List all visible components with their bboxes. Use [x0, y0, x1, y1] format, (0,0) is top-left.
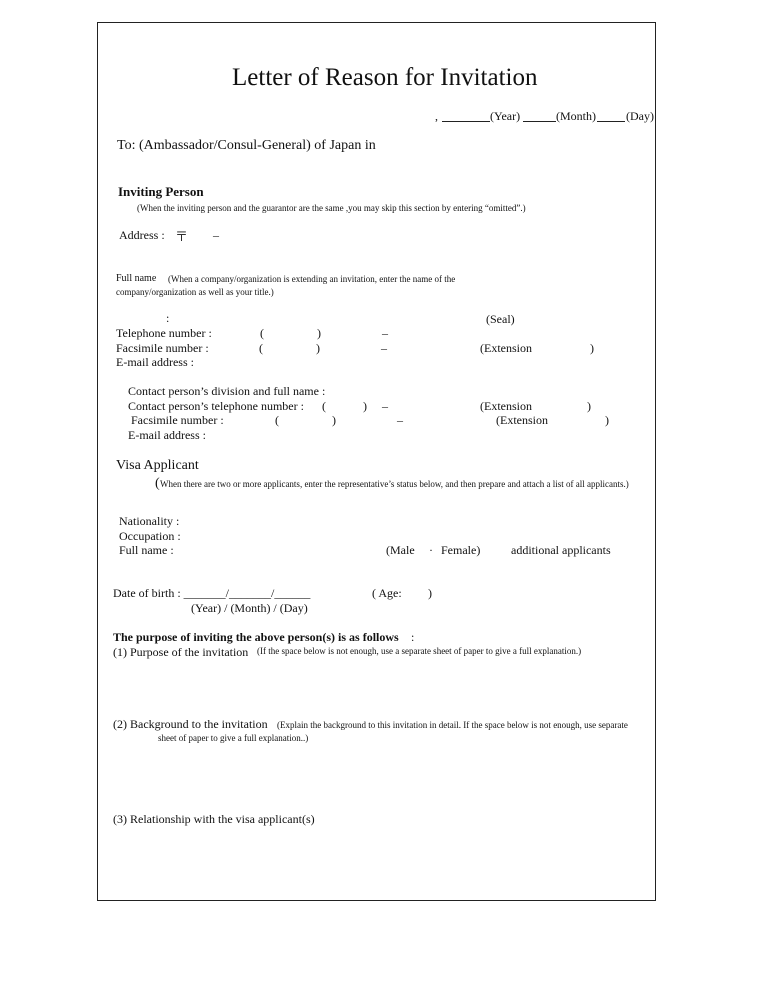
addressee-line: To: (Ambassador/Consul-General) of Japan in [117, 138, 376, 153]
fullname-label: Full name [116, 273, 157, 284]
tel-close-paren: ) [317, 326, 321, 340]
contact-fax-extension-label: (Extension [496, 413, 548, 427]
nationality-label: Nationality : [119, 514, 180, 528]
sex-male-option: (Male [386, 543, 415, 557]
applicant-fullname-label: Full name : [119, 543, 174, 557]
contact-fax-dash: – [397, 413, 403, 427]
contact-telephone-label: Contact person’s telephone number : [128, 399, 304, 413]
contact-email-label: E-mail address : [128, 428, 206, 442]
fax-dash: – [381, 341, 387, 355]
seal-label: (Seal) [486, 312, 515, 326]
tel-open-paren: ( [260, 326, 264, 340]
telephone-label: Telephone number : [116, 326, 212, 340]
day-blank-line [597, 121, 625, 122]
address-label: Address : [119, 228, 165, 242]
sex-separator-dot: · [429, 543, 433, 557]
contact-tel-open-paren: ( [322, 399, 326, 413]
age-label: ( Age: [372, 586, 402, 600]
document-title: Letter of Reason for Invitation [232, 64, 538, 91]
email-label: E-mail address : [116, 355, 194, 369]
purpose-heading-colon: : [411, 630, 415, 644]
month-blank-line [523, 121, 556, 122]
date-of-birth-units: (Year) / (Month) / (Day) [191, 601, 308, 615]
fax-close-paren: ) [316, 341, 320, 355]
contact-fax-close-paren: ) [332, 413, 336, 427]
purpose-heading: The purpose of inviting the above person(s) is as follows [113, 630, 399, 644]
contact-tel-dash: – [382, 399, 388, 413]
sex-female-option: Female) [441, 543, 481, 557]
additional-applicants-label: additional applicants [511, 543, 611, 557]
inviting-person-note: (When the inviting person and the guarantor are the same ,you may skip this section by entering “omitted”.) [137, 203, 526, 213]
inviting-person-heading: Inviting Person [118, 184, 204, 199]
contact-tel-extension-label: (Extension [480, 399, 532, 413]
contact-facsimile-label: Facsimile number : [131, 413, 224, 427]
purpose-item-1-label: (1) Purpose of the invitation [113, 645, 249, 659]
purpose-item-3-label: (3) Relationship with the visa applicant(s) [113, 812, 315, 826]
fax-extension-label: (Extension [480, 341, 532, 355]
age-close-paren: ) [428, 586, 432, 600]
purpose-item-2-label: (2) Background to the invitation [113, 717, 268, 731]
fullname-colon: : [166, 311, 170, 325]
fax-open-paren: ( [259, 341, 263, 355]
tel-dash: – [382, 326, 388, 340]
facsimile-label: Facsimile number : [116, 341, 209, 355]
contact-fax-open-paren: ( [275, 413, 279, 427]
contact-fax-extension-close: ) [605, 413, 609, 427]
visa-applicant-heading: Visa Applicant [116, 458, 199, 473]
date-comma: , [435, 109, 438, 123]
contact-tel-close-paren: ) [363, 399, 367, 413]
date-year-label: (Year) [490, 109, 521, 123]
date-of-birth-line: Date of birth : _______/_______/______ [113, 586, 311, 600]
postal-dash: – [213, 228, 219, 242]
contact-tel-extension-close: ) [587, 399, 591, 413]
applicant-note: When there are two or more applicants, enter the representative’s status below, and then prepare and attach a list of all applicants.) [160, 479, 629, 489]
occupation-label: Occupation : [119, 529, 181, 543]
contact-name-label: Contact person’s division and full name : [128, 384, 326, 398]
year-blank-line [442, 121, 490, 122]
purpose-item-2-note: (Explain the background to this invitation in detail. If the space below is not enough, use separate sheet of paper to give a full explanation..) [158, 720, 628, 743]
date-month-label: (Month) [556, 109, 596, 123]
date-day-label: (Day) [626, 109, 654, 123]
applicant-note-paren: ( [155, 476, 160, 491]
purpose-item-1-note: (If the space below is not enough, use a separate sheet of paper to give a full explanation.) [257, 646, 582, 656]
fullname-note: (When a company/organization is extending an invitation, enter the name of the company/organization as well as your title.) [116, 274, 456, 297]
fax-extension-close: ) [590, 341, 594, 355]
postal-mark: 〒 [175, 229, 189, 244]
